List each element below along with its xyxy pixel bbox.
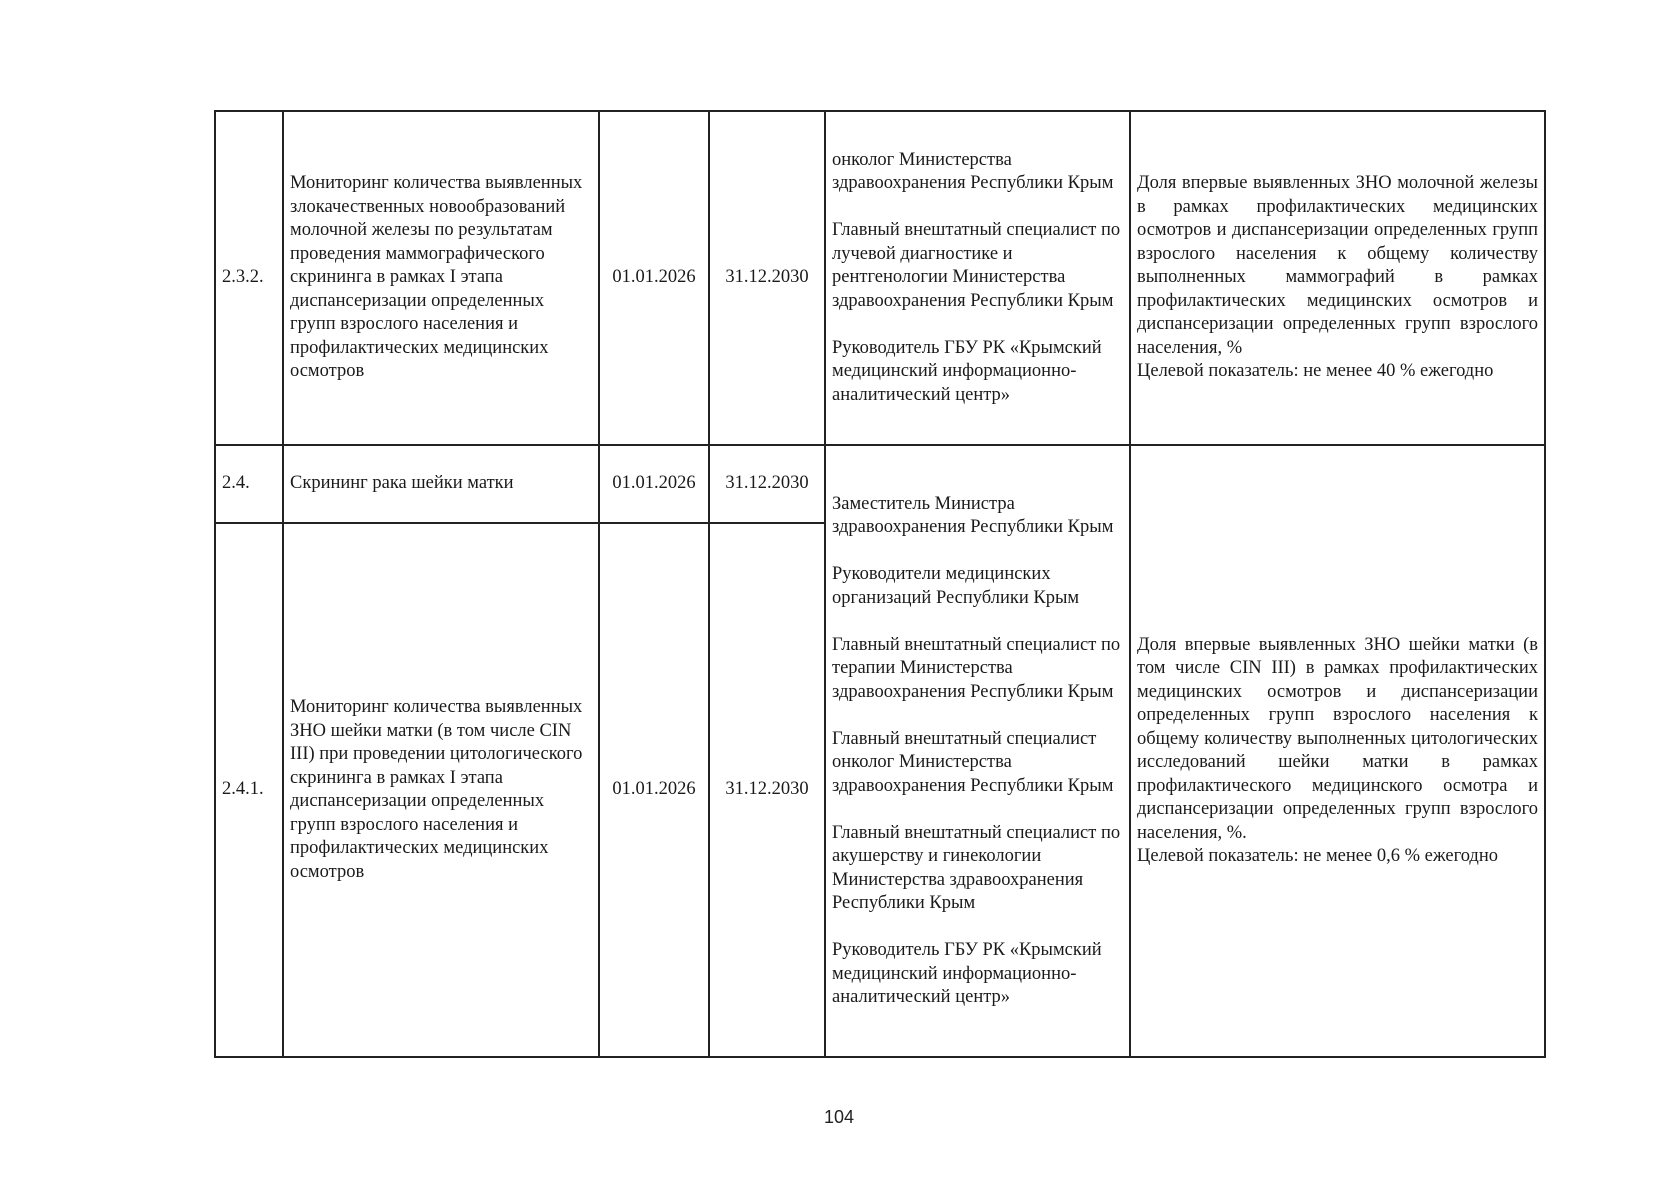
row-number: 2.3.2. — [215, 111, 283, 445]
event-description: Мониторинг количества выявленных злокачественных новообразований молочной железы по результатам проведения маммографического скрининга в рамках I этапа диспансеризации определенных групп взрослого населения и профилактических медицинских осмотров — [283, 111, 599, 445]
start-date: 01.01.2026 — [599, 445, 709, 523]
event-description: Скрининг рака шейки матки — [283, 445, 599, 523]
responsible-entry: Заместитель Министра здравоохранения Республики Крым — [832, 493, 1114, 537]
responsible-entry: онколог Министерства здравоохранения Республики Крым — [832, 149, 1114, 194]
responsible-entry: Главный внештатный специалист по лучевой диагностике и рентгенологии Министерства здравоохранения Республики Крым — [832, 220, 1121, 311]
indicator-text: Доля впервые выявленных ЗНО шейки матки (в том числе CIN III) в рамках профилактических медицинских осмотров и диспансеризации определенных групп взрослого населения к общему количеству выполненных цитологических исследований шейки матки в рамках профилактического медицинского осмотра и диспансеризации определенных групп взрослого населения, %. — [1137, 634, 1538, 843]
row-number: 2.4.1. — [215, 523, 283, 1057]
indicator — [1130, 445, 1545, 1057]
indicator-text: Доля впервые выявленных ЗНО молочной железы в рамках профилактических медицинских осмотров и диспансеризации определенных групп взрослого населения к общему количеству выполненных маммографий в рамках профилактических медицинских осмотров и диспансеризации определенных групп взрослого населения, % — [1137, 173, 1538, 358]
responsible-entry: Главный внештатный специалист по терапии Министерства здравоохранения Республики Крым — [832, 634, 1121, 702]
indicator — [1130, 111, 1545, 445]
responsible-entry: Руководитель ГБУ РК «Крымский медицинский информационно-аналитический центр» — [832, 337, 1102, 405]
responsible-entry: Главный внештатный специалист онколог Министерства здравоохранения Республики Крым — [832, 728, 1114, 796]
responsible-executors — [825, 111, 1130, 445]
target-value: Целевой показатель: не менее 40 % ежегодно — [1137, 361, 1494, 382]
responsible-entry: Руководители медицинских организаций Республики Крым — [832, 564, 1080, 608]
table-row — [215, 111, 1545, 445]
table-row — [215, 445, 1545, 523]
event-description: Мониторинг количества выявленных ЗНО шейки матки (в том числе CIN III) при проведении цитологического скрининга в рамках I этапа диспансеризации определенных групп взрослого населения и профилактических медицинских осмотров — [283, 523, 599, 1057]
end-date: 31.12.2030 — [709, 523, 825, 1057]
responsible-entry: Руководитель ГБУ РК «Крымский медицинский информационно-аналитический центр» — [832, 940, 1102, 1007]
target-value: Целевой показатель: не менее 0,6 % ежегодно — [1137, 846, 1498, 866]
start-date: 01.01.2026 — [599, 523, 709, 1057]
page-number: 104 — [823, 1107, 855, 1127]
responsible-executors — [825, 445, 1130, 1057]
measures-table — [214, 110, 1546, 1058]
start-date: 01.01.2026 — [599, 111, 709, 445]
end-date: 31.12.2030 — [709, 445, 825, 523]
responsible-entry: Главный внештатный специалист по акушерству и гинекологии Министерства здравоохранения Республики Крым — [832, 822, 1121, 913]
row-number: 2.4. — [215, 445, 283, 523]
end-date: 31.12.2030 — [709, 111, 825, 445]
